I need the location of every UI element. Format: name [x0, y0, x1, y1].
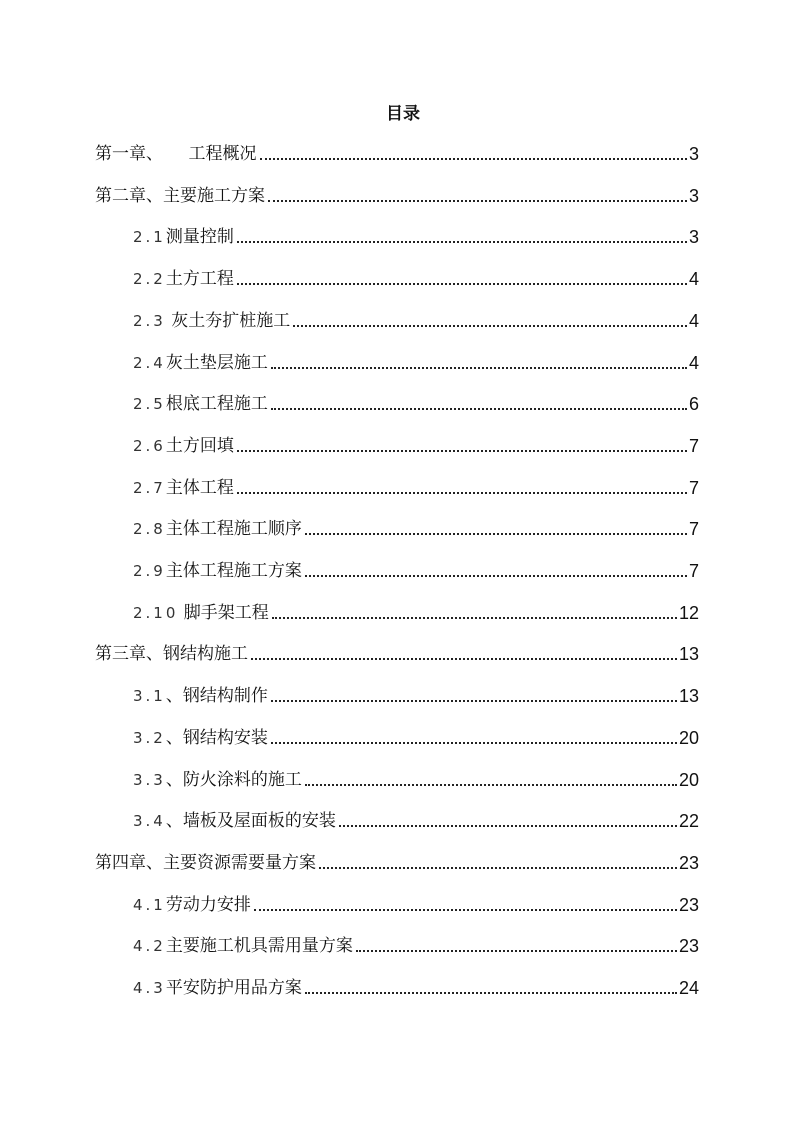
toc-entry-number: 2.1	[133, 228, 166, 247]
toc-entry-row	[133, 561, 699, 581]
dot-leader	[237, 241, 687, 243]
toc-entry-label: 土方工程	[165, 269, 234, 290]
toc-entry-page-number: 12	[678, 602, 699, 623]
toc-entry-number: 2.9	[133, 562, 166, 580]
toc-entry-label: 第一章、 工程概况	[95, 144, 257, 164]
toc-entry-row	[133, 770, 699, 790]
toc-entry-row	[133, 978, 699, 998]
toc-entry-row	[95, 644, 699, 664]
dot-leader	[293, 325, 687, 327]
toc-entry-row	[95, 144, 699, 164]
toc-entry-row	[133, 353, 699, 373]
toc-entry-number: 2.2	[133, 270, 166, 289]
toc-entry-page-number: 7	[688, 561, 699, 581]
toc-title: 目录	[386, 104, 420, 124]
toc-entry[interactable]	[0, 630, 794, 672]
dot-leader	[272, 617, 677, 619]
toc-entry-row	[133, 394, 699, 414]
toc-entry-label: 、墙板及屋面板的安装	[165, 811, 336, 832]
toc-entry-label: 第四章、主要资源需要量方案	[95, 852, 316, 873]
toc-entry-row	[133, 603, 699, 623]
toc-entry-row	[133, 519, 699, 539]
toc-entry-label: 、钢结构制作	[165, 686, 268, 707]
toc-entry[interactable]	[0, 505, 794, 547]
dot-leader	[356, 950, 677, 952]
toc-entry-row	[133, 811, 699, 831]
toc-entry-number: 4.1	[133, 895, 166, 914]
toc-entry-page-number: 7	[688, 519, 699, 540]
toc-entry-page-number: 3	[688, 227, 699, 248]
toc-entry[interactable]	[0, 255, 794, 297]
dot-leader	[237, 492, 687, 494]
toc-entry-page-number: 20	[678, 727, 699, 748]
toc-entry-page-number: 7	[688, 435, 699, 456]
toc-entry-label: 第三章、钢结构施工	[95, 644, 248, 665]
dot-leader	[237, 450, 687, 452]
dot-leader	[260, 158, 687, 160]
toc-entry-label: 根底工程施工	[165, 394, 268, 415]
toc-entry-page-number: 7	[688, 477, 699, 498]
toc-entry-number: 2.6	[133, 436, 166, 455]
toc-entry[interactable]	[0, 213, 794, 255]
dot-leader	[271, 700, 677, 702]
toc-entry[interactable]	[0, 422, 794, 464]
toc-entry-page-number: 23	[678, 852, 699, 873]
toc-entry-label: 土方回填	[165, 435, 234, 456]
dot-leader	[319, 867, 677, 869]
toc-entry[interactable]	[0, 714, 794, 756]
toc-entry-row	[133, 936, 699, 956]
dot-leader	[254, 909, 677, 911]
toc-entry-label: 第二章、主要施工方案	[95, 185, 265, 206]
toc-entry-label: 主体工程施工方案	[165, 561, 302, 581]
toc-entry[interactable]	[0, 297, 794, 339]
dot-leader	[271, 408, 687, 410]
toc-entry-page-number: 23	[678, 936, 699, 957]
dot-leader	[305, 575, 687, 577]
dot-leader	[251, 658, 677, 660]
toc-entry-page-number: 24	[678, 978, 699, 998]
toc-entry-number: 2.8	[133, 520, 166, 539]
toc-entry-row	[133, 311, 699, 331]
dot-leader	[339, 825, 677, 827]
toc-entry[interactable]	[0, 380, 794, 422]
toc-entry-page-number: 4	[688, 310, 699, 331]
toc-entry-row	[133, 269, 699, 289]
toc-entry-row	[133, 227, 699, 247]
toc-entry[interactable]	[0, 756, 794, 798]
toc-entry-number: 2.3	[133, 311, 166, 330]
toc-entry-number: 2.7	[133, 478, 166, 497]
dot-leader	[305, 992, 677, 994]
toc-entry-page-number: 22	[678, 811, 699, 832]
toc-entry-row	[133, 686, 699, 706]
toc-entry-row	[95, 853, 699, 873]
toc-entry-number: 3.3	[133, 770, 166, 789]
toc-entry-row	[133, 895, 699, 915]
toc-entry-page-number: 4	[688, 352, 699, 373]
toc-entry-page-number: 20	[678, 769, 699, 790]
toc-entry[interactable]	[0, 672, 794, 714]
toc-entry-number: 3.2	[133, 728, 166, 747]
toc-entry-page-number: 13	[678, 686, 699, 707]
toc-entry-number: 2.4	[133, 353, 166, 372]
toc-entry-row	[133, 478, 699, 498]
toc-entry-label: 平安防护用品方案	[165, 978, 302, 998]
toc-entry-page-number: 4	[688, 269, 699, 290]
toc-entry-number: 3.1	[133, 687, 166, 706]
toc-entry-number: 2.10	[133, 603, 179, 622]
dot-leader	[305, 533, 687, 535]
toc-entry[interactable]	[0, 839, 794, 881]
toc-entry-label: 测量控制	[165, 227, 234, 248]
toc-entry-number: 4.2	[133, 937, 166, 956]
toc-entry[interactable]	[0, 797, 794, 839]
toc-entry-label: 主要施工机具需用量方案	[165, 936, 353, 957]
toc-entry-label: 灰土垫层施工	[165, 352, 268, 373]
toc-entry-page-number: 3	[688, 185, 699, 206]
toc-entry-row	[95, 186, 699, 206]
toc-entry-label: 灰土夯扩桩施工	[165, 310, 291, 331]
toc-entry-number: 3.4	[133, 812, 166, 831]
toc-entry[interactable]	[0, 964, 794, 1006]
toc-entry-label: 脚手架工程	[178, 602, 269, 623]
toc-entry-page-number: 6	[688, 394, 699, 415]
toc-entry[interactable]	[0, 464, 794, 506]
toc-entry-row	[133, 728, 699, 748]
dot-leader	[271, 742, 677, 744]
toc-entry[interactable]	[0, 339, 794, 381]
toc-entry-label: 主体工程施工顺序	[165, 519, 302, 540]
dot-leader	[268, 200, 687, 202]
toc-entry-label: 主体工程	[165, 477, 234, 498]
toc-entry[interactable]	[0, 922, 794, 964]
toc-entry[interactable]	[0, 547, 794, 589]
toc-entry-number: 4.3	[133, 979, 166, 997]
toc-entry-page-number: 3	[688, 144, 699, 164]
toc-entry-row	[133, 436, 699, 456]
toc-entry[interactable]	[0, 172, 794, 214]
toc-entry-label: 、钢结构安装	[165, 727, 268, 748]
toc-entry[interactable]	[0, 881, 794, 923]
toc-entry-page-number: 23	[678, 894, 699, 915]
dot-leader	[237, 283, 687, 285]
toc-entry-number: 2.5	[133, 395, 166, 414]
toc-entry-label: 劳动力安排	[165, 894, 251, 915]
toc-entry[interactable]	[0, 589, 794, 631]
toc-entry-page-number: 13	[678, 644, 699, 665]
toc-entry[interactable]	[0, 130, 794, 172]
dot-leader	[305, 784, 677, 786]
dot-leader	[271, 367, 687, 369]
toc-entry-label: 、防火涂料的施工	[165, 769, 302, 790]
